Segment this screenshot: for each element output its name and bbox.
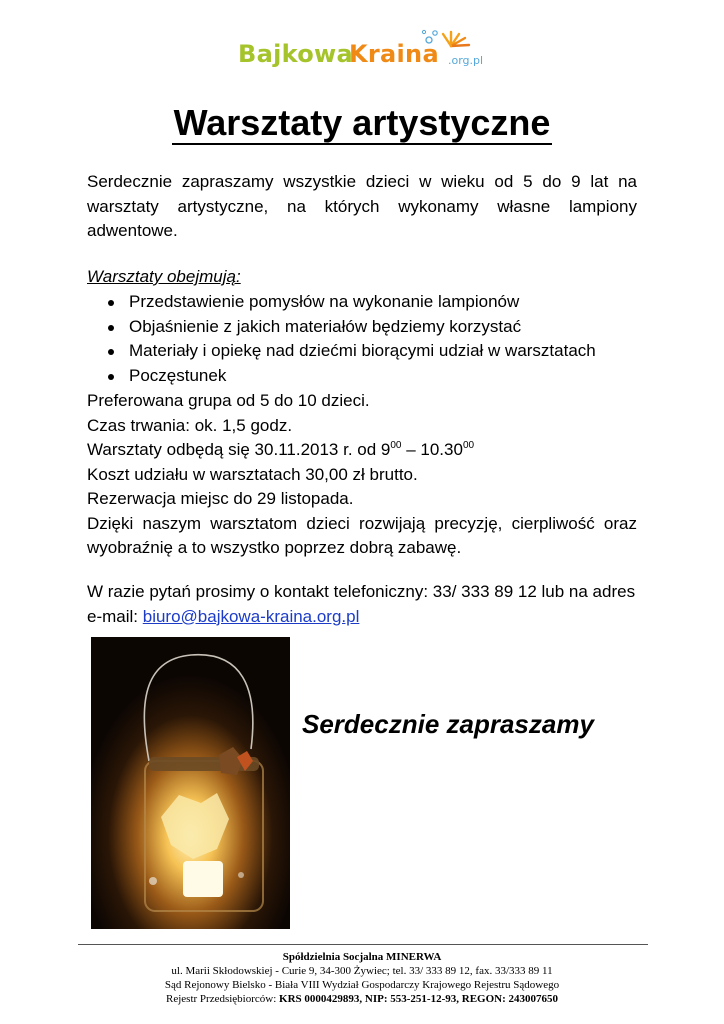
logo	[238, 26, 488, 78]
contact-text: W razie pytań prosimy o kontakt telefoniczny: 33/ 333 89 12 lub na adres e-mail:	[87, 582, 636, 626]
benefit-paragraph: Dzięki naszym warsztatom dzieci rozwijają precyzję, cierpliwość oraz wyobraźnię a to wszystko poprzez dobrą zabawę.	[87, 513, 637, 557]
lantern-photo	[91, 637, 290, 929]
sun-bubbles-icon	[421, 26, 481, 58]
date-line	[87, 438, 637, 463]
date-end-text: – 10.30	[401, 440, 463, 459]
reservation-line: Rezerwacja miejsc do 29 listopada.	[87, 489, 354, 508]
contact-paragraph	[87, 580, 637, 629]
list-item: Przedstawienie pomysłów na wykonanie lampionów	[87, 290, 647, 315]
list-item: Materiały i opiekę nad dziećmi biorącymi udział w warsztatach	[87, 339, 647, 364]
date-end-minutes: 00	[462, 440, 475, 451]
email-link[interactable]: biuro@bajkowa-kraina.org.pl	[142, 606, 360, 626]
page-title-text: Warsztaty artystyczne	[173, 102, 551, 143]
cost-line: Koszt udziału w warsztatach 30,00 zł brutto.	[87, 464, 418, 484]
footer-divider	[78, 944, 648, 945]
logo-word-bajkowa: Bajkowa	[238, 40, 353, 68]
footer-court: Sąd Rejonowy Bielsko - Biała VIII Wydział Gospodarczy Krajowego Rejestru Sądowego	[164, 979, 560, 991]
duration-line: Czas trwania: ok. 1,5 godz.	[87, 415, 293, 435]
intro-paragraph: Serdecznie zapraszamy wszystkie dzieci w wieku od 5 do 9 lat na warsztaty artystyczne, na których wykonamy własne lampiony adwentowe.	[87, 172, 637, 240]
logo-domain: .org.pl	[448, 54, 484, 67]
footer-organization: Spółdzielnia Socjalna MINERWA	[282, 951, 442, 963]
details-block	[87, 389, 637, 561]
page-title	[0, 98, 724, 148]
footer-registry-label: Rejestr Przedsiębiorców:	[166, 993, 280, 1005]
footer-address: ul. Marii Skłodowskiej - Curie 9, 34-300 Żywiec; tel. 33/ 333 89 12, fax. 33/333 89 11	[171, 965, 553, 977]
date-start-minutes: 00	[390, 440, 402, 451]
includes-list	[87, 290, 647, 389]
list-item: Objaśnienie z jakich materiałów będziemy korzystać	[87, 315, 647, 340]
group-size-line: Preferowana grupa od 5 do 10 dzieci.	[87, 391, 370, 410]
footer	[0, 950, 724, 1006]
includes-heading: Warsztaty obejmują:	[87, 267, 241, 286]
invitation-text: Serdecznie zapraszamy	[302, 709, 594, 739]
logo-word-kraina: Kraina	[349, 40, 439, 68]
date-text: Warsztaty odbędą się 30.11.2013 r. od 9	[87, 440, 391, 459]
list-item: Poczęstunek	[87, 364, 647, 389]
footer-registry	[0, 992, 724, 1006]
footer-registry-ids: KRS 0000429893, NIP: 553-251-12-93, REGON: 243007650	[279, 993, 558, 1005]
